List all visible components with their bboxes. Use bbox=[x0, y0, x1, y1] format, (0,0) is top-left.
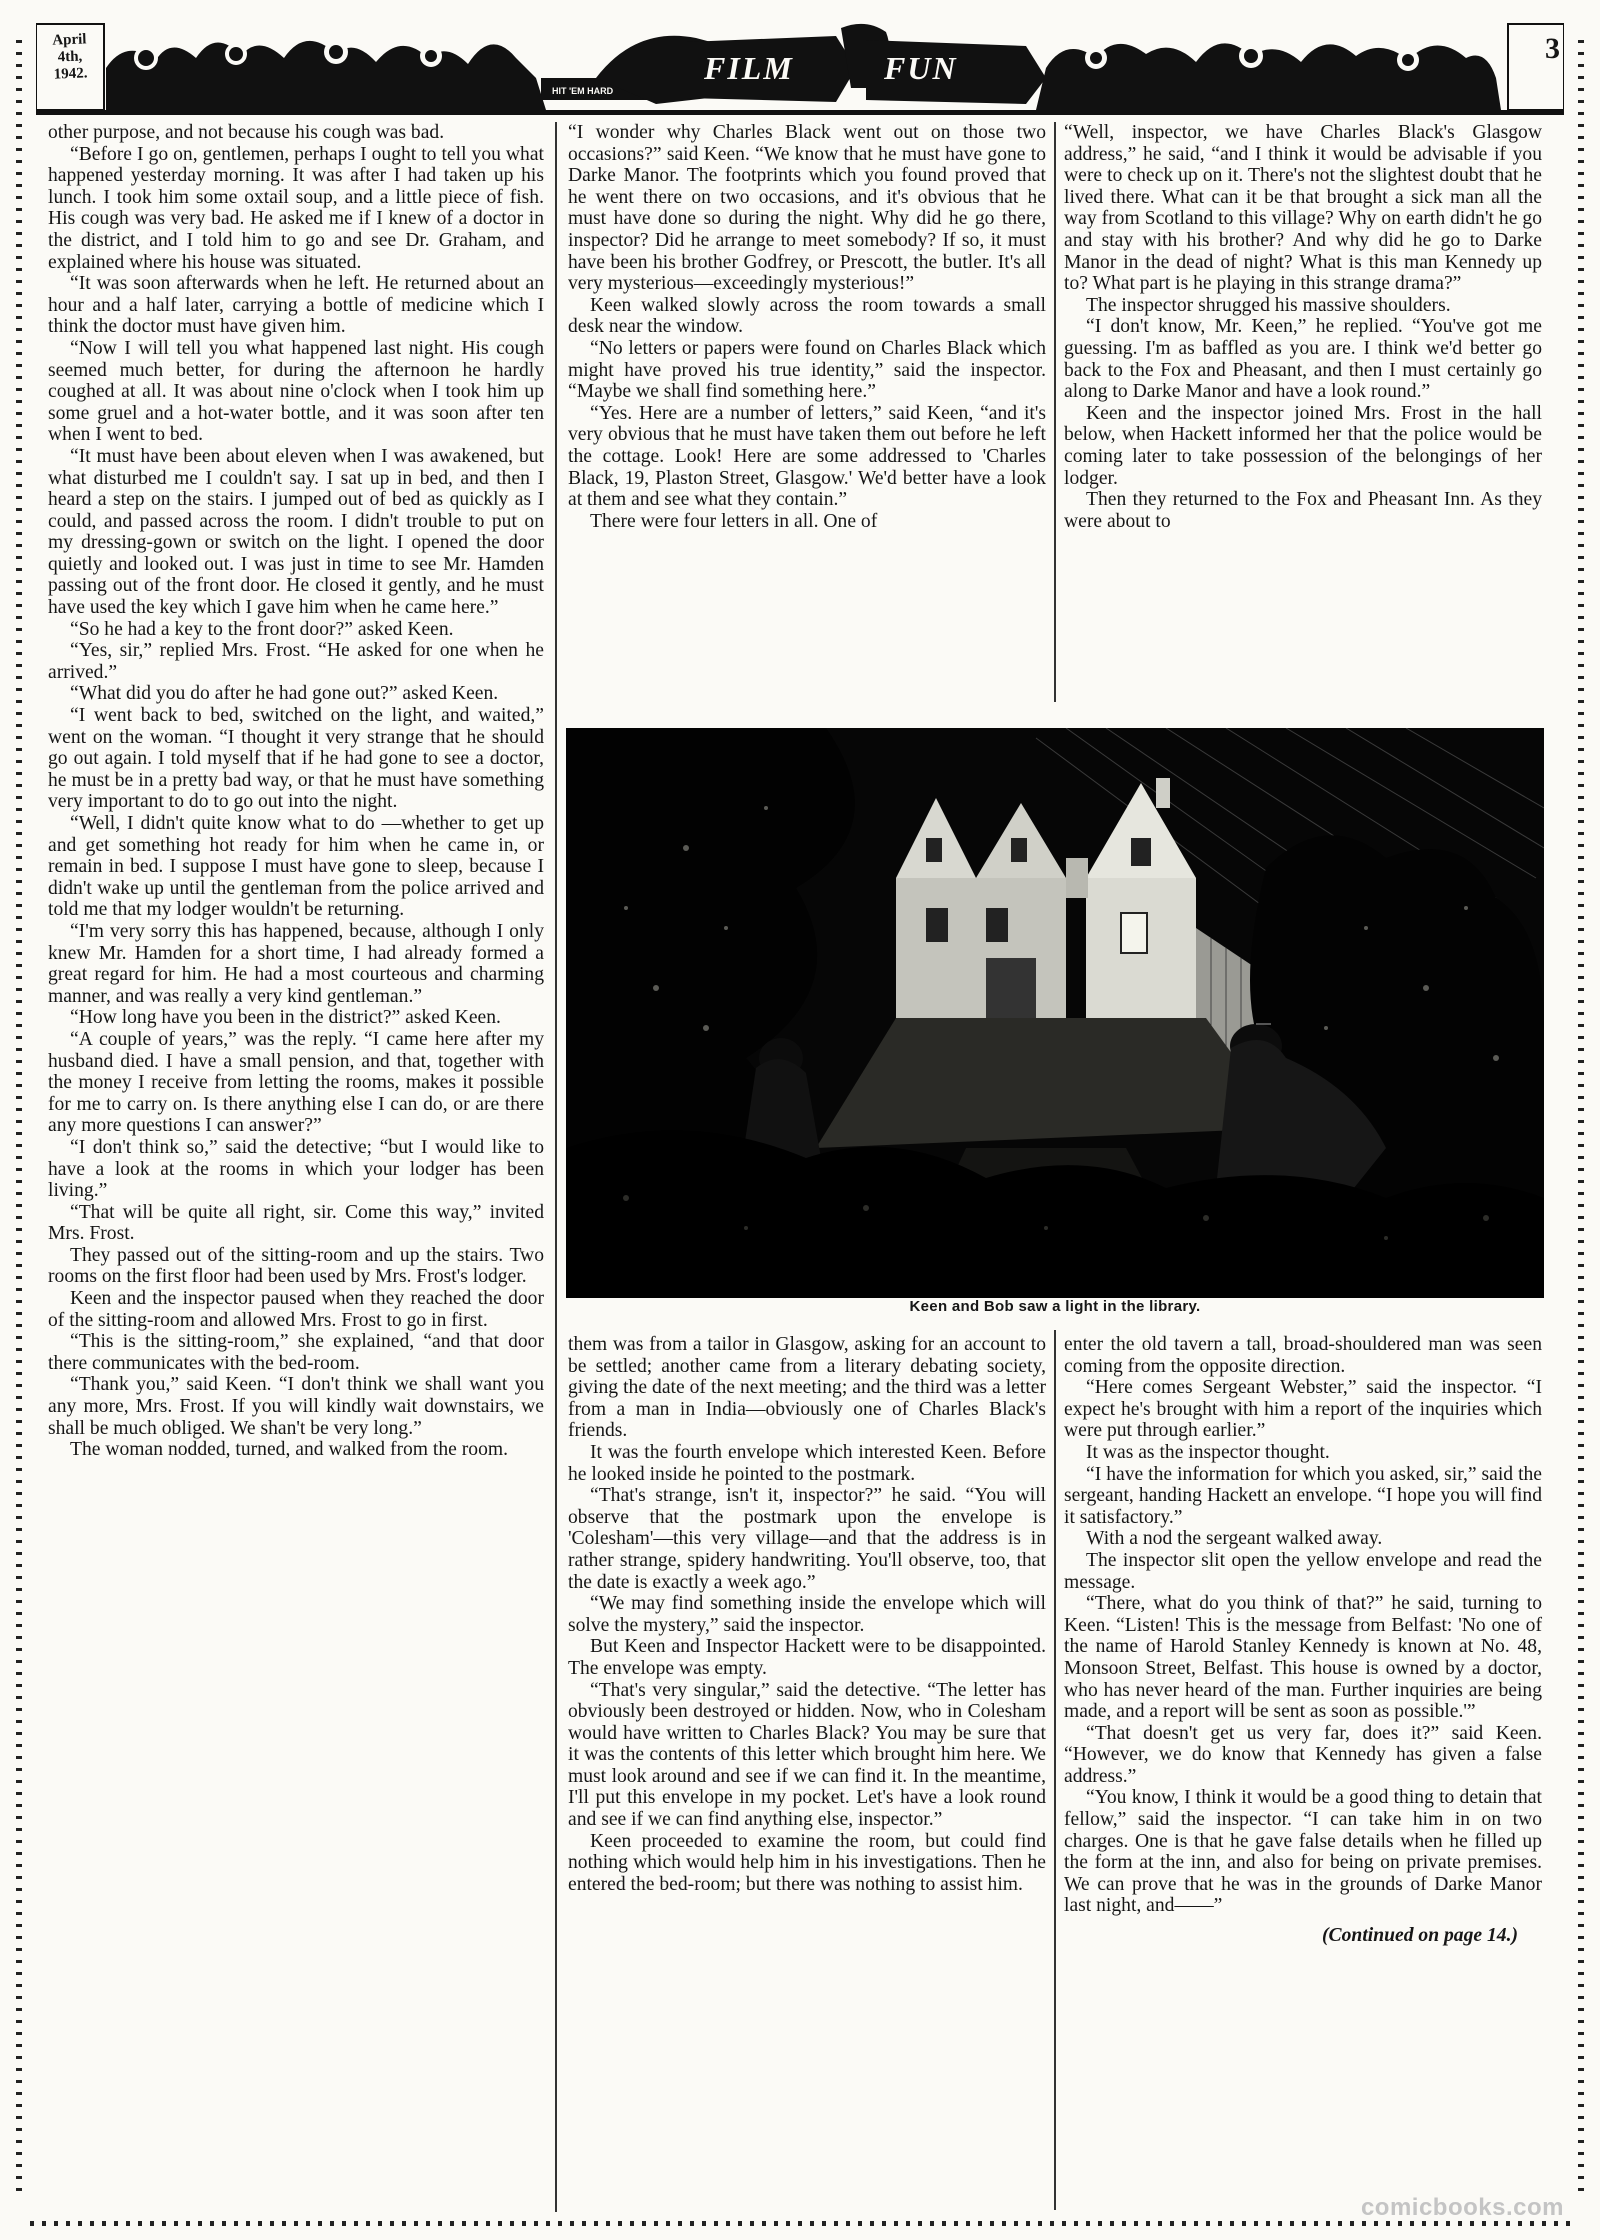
story-paragraph: “It was soon afterwards when he left. He returned about an hour and a half later, carrying a bottle of medicine which I think the doctor must have given him. bbox=[48, 273, 544, 338]
story-paragraph: With a nod the sergeant walked away. bbox=[1086, 1528, 1383, 1550]
story-paragraph: It was the fourth envelope which interested Keen. Before he looked inside he pointed to the postmark. bbox=[568, 1441, 1046, 1485]
story-column-4 bbox=[568, 1334, 1046, 1895]
story-paragraph: “It must have been about eleven when I was awakened, but what disturbed me I couldn't say. I sat up in bed, and then I heard a step on the stairs. I jumped out of bed as quickly as I could, and passed across the room. I didn't trouble to put on my dressing-gown or switch on the light. I opened the door quietly and looked out. I was just in time to see Mr. Hamden passing out of the front door. He closed it gently, and he must have used the key which I gave him when he came here.” bbox=[48, 445, 544, 619]
story-paragraph: Keen and the inspector paused when they reached the door of the sitting-room and allowed Mrs. Frost to go in first. bbox=[48, 1288, 544, 1331]
story-paragraph: The woman nodded, turned, and walked from the room. bbox=[70, 1439, 509, 1461]
story-column-5-body bbox=[1064, 1334, 1542, 1917]
page-number: 3 bbox=[1545, 32, 1560, 65]
story-paragraph: “There, what do you think of that?” he said, turning to Keen. “Listen! This is the message from Belfast: 'No one of the name of Harold Stanley Kennedy is known at No. 48, Monsoon Street, Belfast. This house is owned by a doctor, who has never heard of the man. Further inquiries are being made, and a report will be sent as soon as possible.'” bbox=[1064, 1593, 1542, 1723]
column-rule-1 bbox=[555, 122, 557, 2212]
story-paragraph: “That doesn't get us very far, does it?” said Keen. “However, we do know that Kennedy has given a false address.” bbox=[1064, 1722, 1542, 1787]
story-column-5 bbox=[1064, 1334, 1542, 1947]
masthead bbox=[36, 18, 1564, 118]
illustration-caption: Keen and Bob saw a light in the library. bbox=[909, 1298, 1201, 1315]
sign-text: HIT 'EM HARD bbox=[552, 86, 614, 96]
story-paragraph: “Yes, sir,” replied Mrs. Frost. “He asked for one when he arrived.” bbox=[48, 640, 544, 683]
story-column-2 bbox=[568, 122, 1046, 698]
issue-date: April 4th, 1942. bbox=[52, 31, 88, 83]
story-column-1 bbox=[48, 122, 544, 1461]
story-paragraph: “Here comes Sergeant Webster,” said the inspector. “I expect he's brought with him a report of the inquiries which were put through earlier.” bbox=[1064, 1377, 1542, 1442]
story-paragraph: “I'm very sorry this has happened, because, although I only knew Mr. Hamden for a short time, I had already formed a great regard for him. He had a most courteous and charming manner, and was really a very kind gentleman.” bbox=[48, 920, 544, 1007]
story-paragraph: “Before I go on, gentlemen, perhaps I ought to tell you what happened yesterday morning. It was after I had taken up his lunch. I took him some oxtail soup, and a little piece of fish. His cough was very bad. He asked me if I knew of a doctor in the district, and I told him to go and see Dr. Graham, and explained where his house was situated. bbox=[48, 143, 544, 273]
story-paragraph: them was from a tailor in Glasgow, asking for an account to be settled; another came from a literary debating society, giving the date of the next meeting; and the third was a letter from a man in India—obviously one of Charles Black's friends. bbox=[568, 1334, 1046, 1442]
site-watermark: comicbooks.com bbox=[1360, 2194, 1564, 2221]
story-paragraph: Keen proceeded to examine the room, but could find nothing which would help him in his investigations. Then he entered the bed-room; but there was nothing to assist him. bbox=[568, 1830, 1046, 1895]
story-paragraph: Then they returned to the Fox and Pheasant Inn. As they were about to bbox=[1064, 489, 1542, 532]
left-border bbox=[16, 40, 22, 2200]
story-paragraph: “Thank you,” said Keen. “I don't think we shall want you any more, Mrs. Frost. If you will kindly wait downstairs, we shall be much obliged. We shan't be very long.” bbox=[48, 1374, 544, 1439]
story-paragraph: other purpose, and not because his cough was bad. bbox=[48, 122, 445, 143]
story-column-3 bbox=[1064, 122, 1542, 698]
story-paragraph: “I went back to bed, switched on the light, and waited,” went on the woman. “I thought it very strange that he should go out again. I told myself that if he had gone to see a doctor, he must be in a pretty bad way, or that he must have something very important to do to go out into the night. bbox=[48, 705, 544, 813]
story-paragraph: Keen and the inspector joined Mrs. Frost in the hall below, when Hackett informed her that the police would be coming later to take possession of the belongings of her lodger. bbox=[1064, 402, 1542, 489]
story-paragraph: “That's strange, isn't it, inspector?” he said. “You will observe that the postmark upon the envelope is 'Colesham'—this very village—and that the address is in rather strange, spidery handwriting. You'll observe, too, that the date is exactly a week ago.” bbox=[568, 1485, 1046, 1593]
continued-note: (Continued on page 14.) bbox=[1322, 1925, 1518, 1947]
story-paragraph: “So he had a key to the front door?” asked Keen. bbox=[70, 618, 454, 640]
story-paragraph: Keen walked slowly across the room towards a small desk near the window. bbox=[568, 294, 1046, 338]
story-paragraph: “Well, inspector, we have Charles Black's Glasgow address,” he said, “and I think it would be advisable if you were to check up on it. There's not the slightest doubt that he lived there. What can it be that brought a sick man all the way from Scotland to this village? Why on earth didn't he go and stay with his brother? And why did he go to Darke Manor in the dead of night? What is this man Kennedy up to? What part is he playing in this strange drama?” bbox=[1064, 122, 1542, 295]
story-paragraph: “I wonder why Charles Black went out on those two occasions?” said Keen. “We know that he must have gone to Darke Manor. The footprints which you found proved that he went there on two occasions, and it's obvious that he must have done so during the night. Why did he go there, inspector? Did he arrange to meet somebody? If so, it must have been his brother Godfrey, or Prescott, the butler. It's all very mysterious—exceedingly mysterious!” bbox=[568, 122, 1046, 295]
story-paragraph: The inspector slit open the yellow envelope and read the message. bbox=[1064, 1549, 1542, 1593]
story-paragraph: “We may find something inside the envelope which will solve the mystery,” said the inspector. bbox=[568, 1593, 1046, 1636]
story-paragraph: “No letters or papers were found on Charles Black which might have proved his true identity,” said the inspector. “Maybe we shall find something here.” bbox=[568, 337, 1046, 403]
story-paragraph: enter the old tavern a tall, broad-shouldered man was seen coming from the opposite direction. bbox=[1064, 1334, 1542, 1377]
story-paragraph: “That will be quite all right, sir. Come this way,” invited Mrs. Frost. bbox=[48, 1201, 544, 1245]
story-paragraph: There were four letters in all. One of bbox=[590, 510, 878, 532]
column-rule-3 bbox=[1054, 1330, 1056, 2210]
story-paragraph: The inspector shrugged his massive shoulders. bbox=[1086, 294, 1451, 316]
story-paragraph: “I don't know, Mr. Keen,” he replied. “You've got me guessing. I'm as baffled as you are. I think we'd better go back to the Fox and Pheasant, and then I must certainly go along to Darke Manor and have a look round.” bbox=[1064, 316, 1542, 403]
story-paragraph: They passed out of the sitting-room and up the stairs. Two rooms on the first floor had been used by Mrs. Frost's lodger. bbox=[48, 1244, 544, 1288]
story-paragraph: “This is the sitting-room,” she explained, “and that door there communicates with the bed-room. bbox=[48, 1331, 544, 1374]
story-paragraph: “You know, I think it would be a good thing to detain that fellow,” said the inspector. “I can take him in on two charges. One is that he gave false details when he filled up the form at the inn, and also for being on private premises. We can prove that he was in the grounds of Darke Manor last night, and——” bbox=[1064, 1787, 1542, 1917]
story-paragraph: “What did you do after he had gone out?” asked Keen. bbox=[70, 683, 499, 705]
title-fun: FUN bbox=[884, 50, 958, 86]
column-rule-2 bbox=[1054, 122, 1056, 702]
story-illustration bbox=[566, 728, 1544, 1298]
story-paragraph: “A couple of years,” was the reply. “I came here after my husband died. I have a small pension, and that, together with the money I receive from letting the rooms, makes it possible for me to carry on. Is there anything else I can do, or are there any more questions I can answer?” bbox=[48, 1028, 544, 1137]
masthead-artwork bbox=[36, 18, 1564, 118]
story-paragraph: “Now I will tell you what happened last night. His cough seemed much better, for during the afternoon he hardly coughed at all. It was about nine o'clock when I took him up some gruel and a hot-water bottle, and it was soon after ten when I went to bed. bbox=[48, 337, 544, 446]
story-paragraph: “That's very singular,” said the detective. “The letter has obviously been destroyed or hidden. Now, who in Colesham would have written to Charles Black? You may be sure that it was the contents of this letter which brought him here. We must look around and see if we can find it. In the meantime, I'll put this envelope in my pocket. Let's have a look round and see if we can find anything else, inspector.” bbox=[568, 1679, 1046, 1831]
night-manor-illustration bbox=[566, 728, 1544, 1298]
story-paragraph: “Yes. Here are a number of letters,” said Keen, “and it's very obvious that he must have taken them out before he left the cottage. Look! Here are some addressed to 'Charles Black, 19, Plaston Street, Glasgow.' We'd better have a look at them and see what they contain.” bbox=[568, 402, 1046, 511]
bottom-border bbox=[30, 2221, 1570, 2226]
title-film: FILM bbox=[704, 50, 794, 86]
story-paragraph: But Keen and Inspector Hackett were to be disappointed. The envelope was empty. bbox=[568, 1636, 1046, 1679]
story-paragraph: “How long have you been in the district?” asked Keen. bbox=[70, 1007, 501, 1029]
story-paragraph: “I have the information for which you asked, sir,” said the sergeant, handing Hackett an envelope. “I hope you will find it satisfactory.” bbox=[1064, 1463, 1542, 1528]
story-paragraph: It was as the inspector thought. bbox=[1086, 1441, 1330, 1463]
story-paragraph: “Well, I didn't quite know what to do —whether to get up and get something hot ready for him when he came in, or remain in bed. I suppose I must have gone to sleep, because I didn't wake up until the gentleman from the police arrived and told me that my lodger wouldn't be returning. bbox=[48, 813, 544, 921]
story-paragraph: “I don't think so,” said the detective; “but I would like to have a look at the rooms in which your lodger has been living.” bbox=[48, 1136, 544, 1202]
right-border bbox=[1578, 40, 1584, 2200]
